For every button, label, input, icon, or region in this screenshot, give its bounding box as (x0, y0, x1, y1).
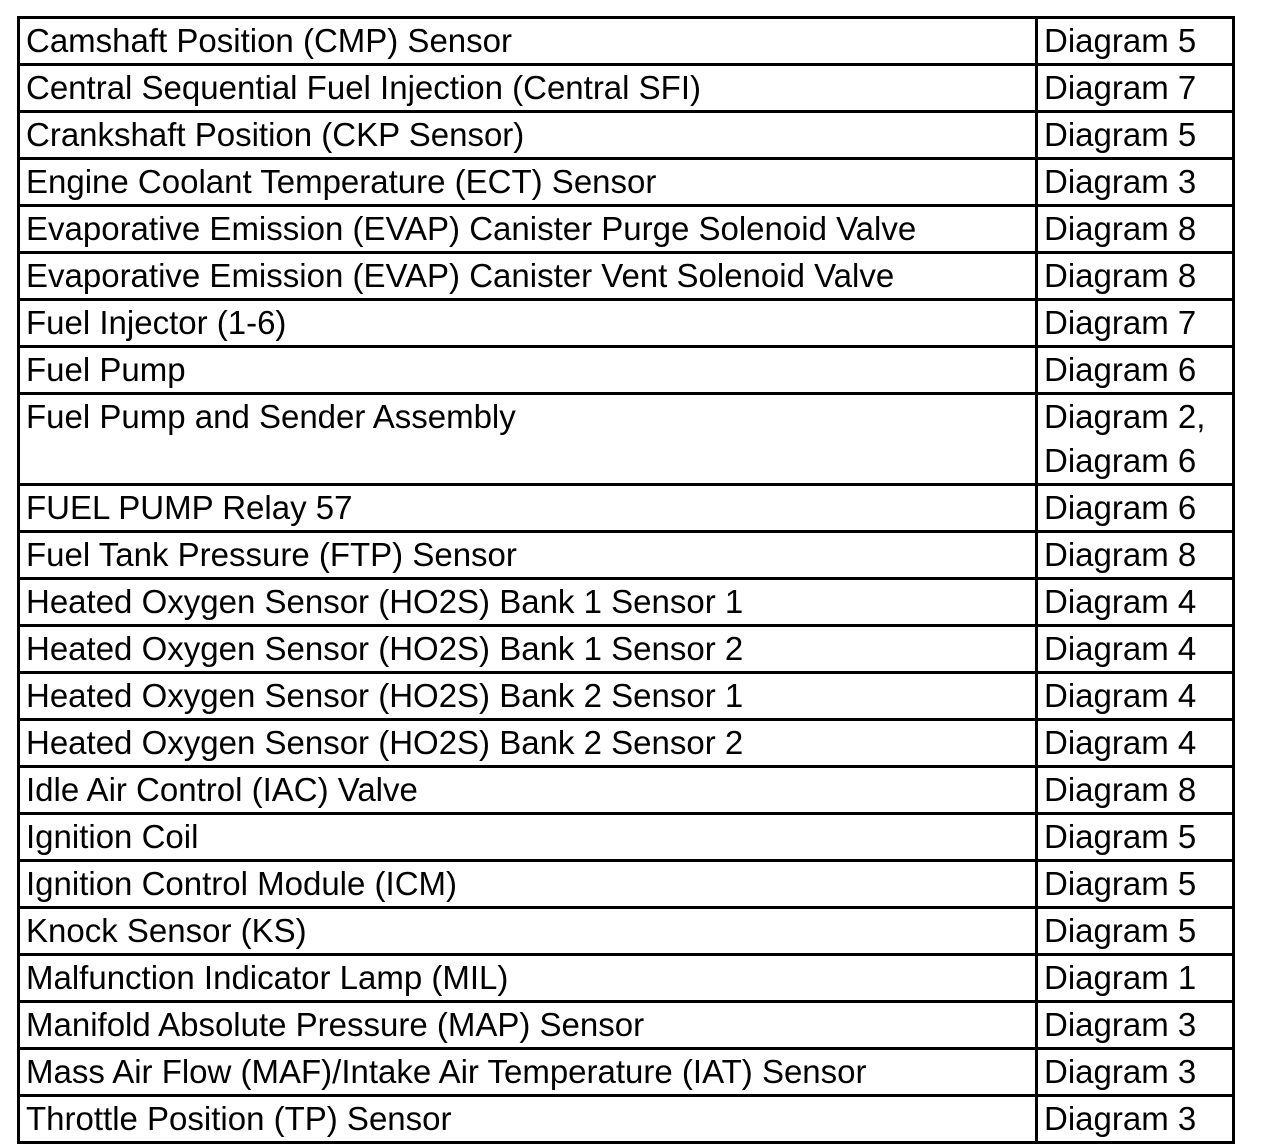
diagram-reference: Diagram 3 (1044, 163, 1197, 200)
diagram-reference-cell (1037, 253, 1234, 300)
component-name-cell: Fuel Pump and Sender Assembly (19, 394, 1037, 485)
component-name-cell: Heated Oxygen Sensor (HO2S) Bank 2 Sensor 2 (19, 720, 1037, 767)
diagram-reference: Diagram 6 (1044, 442, 1197, 479)
component-name-cell: Mass Air Flow (MAF)/Intake Air Temperature (IAT) Sensor (19, 1049, 1037, 1096)
diagram-reference: Diagram 2, (1044, 398, 1206, 435)
component-name-cell: Central Sequential Fuel Injection (Central SFI) (19, 65, 1037, 112)
diagram-reference: Diagram 4 (1044, 724, 1197, 761)
component-name-cell: Fuel Tank Pressure (FTP) Sensor (19, 532, 1037, 579)
diagram-reference-cell (1037, 814, 1234, 861)
component-name-cell: Evaporative Emission (EVAP) Canister Purge Solenoid Valve (19, 206, 1037, 253)
diagram-reference-cell (1037, 300, 1234, 347)
diagram-reference: Diagram 8 (1044, 257, 1197, 294)
diagram-reference-cell (1037, 206, 1234, 253)
table-row (19, 579, 1234, 626)
table-row (19, 159, 1234, 206)
diagram-reference-cell (1037, 1002, 1234, 1049)
table-row (19, 908, 1234, 955)
diagram-reference-cell (1037, 579, 1234, 626)
table-row (19, 1049, 1234, 1096)
diagram-reference-cell (1037, 18, 1234, 65)
table-row (19, 955, 1234, 1002)
table-row (19, 767, 1234, 814)
diagram-reference-cell (1037, 394, 1234, 485)
component-name-cell: Fuel Injector (1-6) (19, 300, 1037, 347)
diagram-reference: Diagram 6 (1044, 489, 1197, 526)
diagram-reference: Diagram 7 (1044, 304, 1197, 341)
diagram-reference-cell (1037, 347, 1234, 394)
component-name-cell: Evaporative Emission (EVAP) Canister Vent Solenoid Valve (19, 253, 1037, 300)
diagram-reference: Diagram 8 (1044, 210, 1197, 247)
component-name-cell: Malfunction Indicator Lamp (MIL) (19, 955, 1037, 1002)
table-body (19, 18, 1234, 1143)
diagram-reference: Diagram 3 (1044, 1006, 1197, 1043)
diagram-reference: Diagram 4 (1044, 677, 1197, 714)
diagram-reference: Diagram 1 (1044, 959, 1197, 996)
diagram-reference: Diagram 3 (1044, 1100, 1197, 1137)
component-name-cell: Engine Coolant Temperature (ECT) Sensor (19, 159, 1037, 206)
component-name-cell: Heated Oxygen Sensor (HO2S) Bank 1 Sensor 1 (19, 579, 1037, 626)
component-name-cell: Ignition Control Module (ICM) (19, 861, 1037, 908)
diagram-reference-cell (1037, 1096, 1234, 1143)
component-name-cell: Fuel Pump (19, 347, 1037, 394)
table-row (19, 300, 1234, 347)
diagram-reference: Diagram 6 (1044, 351, 1197, 388)
table-row (19, 1002, 1234, 1049)
component-name-cell: Manifold Absolute Pressure (MAP) Sensor (19, 1002, 1037, 1049)
table-row (19, 485, 1234, 532)
component-diagram-index-table (17, 16, 1235, 1144)
diagram-reference: Diagram 5 (1044, 22, 1197, 59)
diagram-reference-cell (1037, 908, 1234, 955)
table-row (19, 814, 1234, 861)
diagram-reference-cell (1037, 485, 1234, 532)
diagram-reference-cell (1037, 767, 1234, 814)
table-row (19, 65, 1234, 112)
table-row (19, 720, 1234, 767)
table-row (19, 206, 1234, 253)
table-row (19, 626, 1234, 673)
table-row (19, 394, 1234, 485)
component-name-cell: FUEL PUMP Relay 57 (19, 485, 1037, 532)
diagram-reference-cell (1037, 955, 1234, 1002)
component-name-cell: Throttle Position (TP) Sensor (19, 1096, 1037, 1143)
table-row (19, 1096, 1234, 1143)
diagram-reference-cell (1037, 861, 1234, 908)
diagram-reference: Diagram 8 (1044, 536, 1197, 573)
component-name-cell: Ignition Coil (19, 814, 1037, 861)
table-row (19, 347, 1234, 394)
component-name-cell: Camshaft Position (CMP) Sensor (19, 18, 1037, 65)
diagram-reference: Diagram 3 (1044, 1053, 1197, 1090)
table-row (19, 861, 1234, 908)
diagram-reference-cell (1037, 159, 1234, 206)
diagram-reference: Diagram 5 (1044, 912, 1197, 949)
component-name-cell: Heated Oxygen Sensor (HO2S) Bank 1 Sensor 2 (19, 626, 1037, 673)
diagram-reference-cell (1037, 626, 1234, 673)
table-row (19, 18, 1234, 65)
component-name-cell: Knock Sensor (KS) (19, 908, 1037, 955)
diagram-reference: Diagram 4 (1044, 630, 1197, 667)
diagram-reference: Diagram 4 (1044, 583, 1197, 620)
table-row (19, 253, 1234, 300)
diagram-reference-cell (1037, 532, 1234, 579)
diagram-reference: Diagram 5 (1044, 865, 1197, 902)
diagram-reference-cell (1037, 65, 1234, 112)
table-row (19, 532, 1234, 579)
table-row (19, 112, 1234, 159)
diagram-reference: Diagram 5 (1044, 116, 1197, 153)
diagram-reference: Diagram 5 (1044, 818, 1197, 855)
table-row (19, 673, 1234, 720)
component-name-cell: Idle Air Control (IAC) Valve (19, 767, 1037, 814)
diagram-reference-cell (1037, 112, 1234, 159)
diagram-reference-cell (1037, 1049, 1234, 1096)
component-name-cell: Crankshaft Position (CKP Sensor) (19, 112, 1037, 159)
diagram-reference-cell (1037, 673, 1234, 720)
component-name-cell: Heated Oxygen Sensor (HO2S) Bank 2 Sensor 1 (19, 673, 1037, 720)
diagram-reference: Diagram 8 (1044, 771, 1197, 808)
diagram-reference-cell (1037, 720, 1234, 767)
diagram-reference: Diagram 7 (1044, 69, 1197, 106)
